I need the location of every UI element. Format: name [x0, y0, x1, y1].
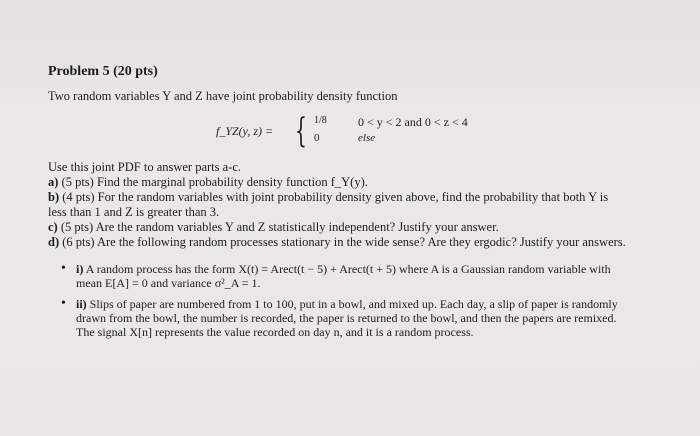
part-c [48, 220, 628, 235]
part-text: (4 pts) For the random variables with joint probability density given above, find the probability that both Y is less than 1 and Z is greater than 3. [48, 190, 609, 219]
list-item [61, 296, 628, 339]
part-a [48, 175, 628, 190]
list-item [61, 261, 628, 290]
joint-pdf-equation [48, 110, 628, 160]
part-text: (6 pts) Are the following random processes stationary in the wide sense? Are they ergodic? Justify your answers. [62, 235, 626, 249]
pdf-brace: { [295, 111, 307, 151]
item-text: A random process has the form X(t) = Arect(t − 5) + Arect(t + 5) where A is a Gaussian random variable with mean E[A] = 0 and variance σ²_A = 1. [76, 262, 611, 290]
pdf-value-2: 0 [314, 132, 320, 144]
part-label: c) [48, 220, 58, 234]
pdf-lhs: f_YZ(y, z) = [216, 124, 274, 138]
parts-list [48, 175, 628, 250]
part-text: (5 pts) Are the random variables Y and Z statistically independent? Justify your answer. [60, 220, 499, 234]
part-label: a) [48, 175, 59, 189]
part-text: (5 pts) Find the marginal probability density function f_Y(y). [61, 175, 368, 189]
part-label: b) [48, 190, 60, 204]
item-text: Slips of paper are numbered from 1 to 100, put in a bowl, and mixed up. Each day, a slip of paper is randomly drawn from the bowl, the number is recorded, the paper is returned to the bowl, and then the papers are remixed. The signal X[n] represents the value recorded on day n, and it is a random process. [76, 297, 618, 339]
process-items [48, 262, 628, 339]
pdf-value-1: 1/8 [314, 115, 327, 126]
problem-content [48, 64, 628, 346]
pdf-condition-2: else [358, 132, 376, 144]
instructions: Use this joint PDF to answer parts a-c. [48, 160, 242, 174]
pdf-condition-1: 0 < y < 2 and 0 < z < 4 [358, 115, 468, 129]
problem-intro: Two random variables Y and Z have joint probability density function [48, 89, 398, 103]
item-label: i) [76, 262, 84, 276]
problem-title: Problem 5 (20 pts) [48, 64, 158, 79]
part-label: d) [48, 235, 60, 249]
part-b [48, 190, 628, 220]
bullet-icon: • [61, 261, 66, 276]
item-label: ii) [76, 297, 87, 311]
bullet-icon: • [61, 296, 66, 311]
part-d [48, 235, 628, 250]
